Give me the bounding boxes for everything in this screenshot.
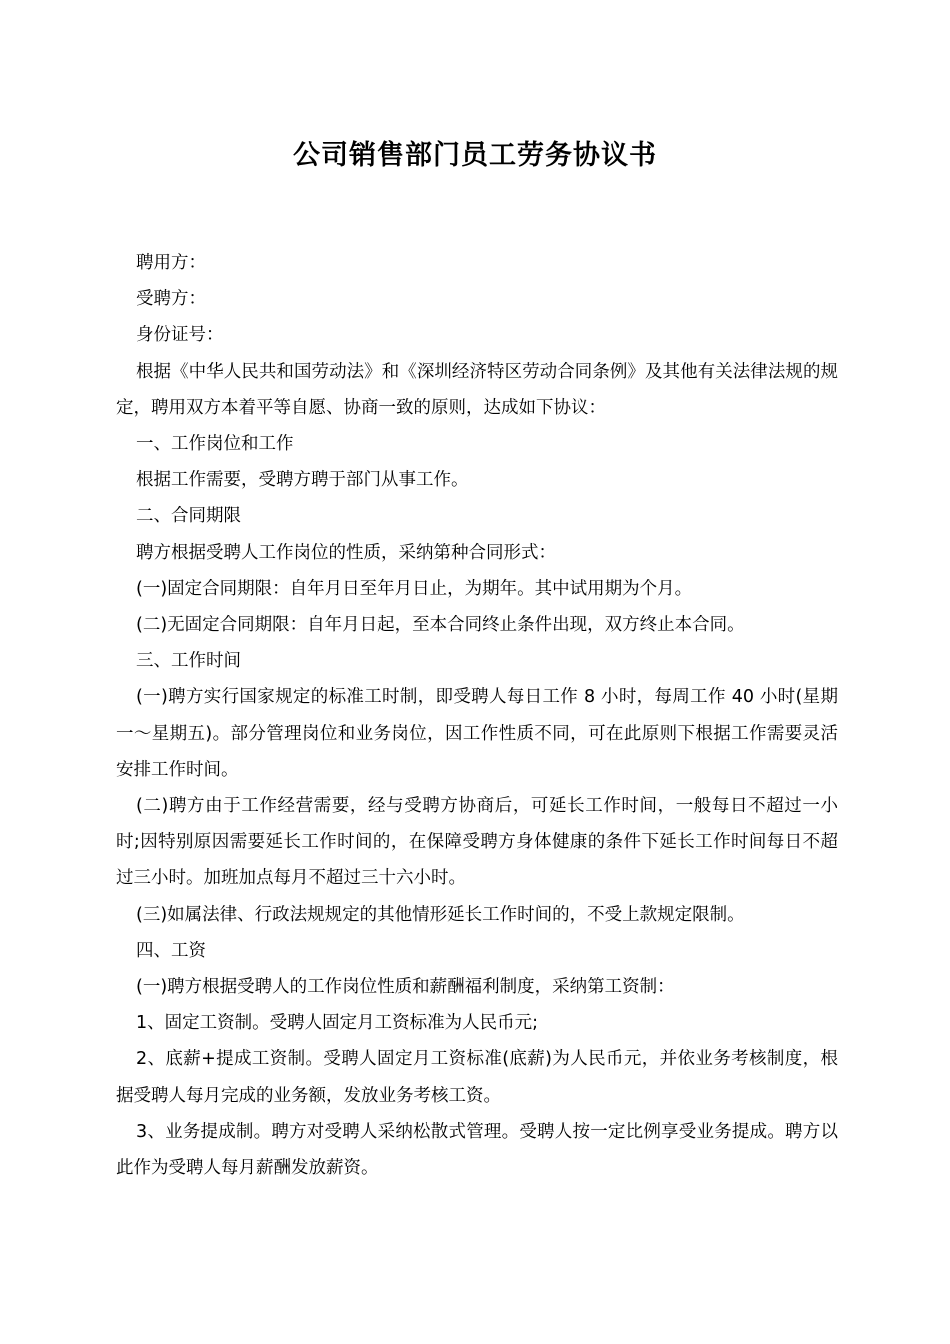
- section-heading-term: 二、合同期限: [136, 506, 241, 527]
- section-heading-hours: 三、工作时间: [136, 651, 241, 672]
- employee-field: 受聘方：: [136, 289, 206, 310]
- hours-exception-paragraph: (三)如属法律、行政法规规定的其他情形延长工作时间的，不受上款规定限制。: [136, 904, 745, 925]
- preamble-paragraph: 根据《中华人民共和国劳动法》和《深圳经济特区劳动合同条例》及其他有关法律法规的规定，聘用双方本着平等自愿、协商一致的原则，达成如下协议：: [116, 361, 838, 418]
- wages-intro-paragraph: (一)聘方根据受聘人的工作岗位性质和薪酬福利制度，采纳第工资制：: [136, 977, 675, 998]
- term-fixed-paragraph: (一)固定合同期限：自年月日至年月日止，为期年。其中试用期为个月。: [136, 578, 693, 599]
- hours-standard-paragraph: (一)聘方实行国家规定的标准工时制，即受聘人每日工作 8 小时，每周工作 40 小时(星期一～星期五)。部分管理岗位和业务岗位，因工作性质不同，可在此原则下根据工作需要灵活安排工作时间。: [116, 687, 838, 780]
- section-heading-position: 一、工作岗位和工作: [136, 434, 294, 455]
- document-title: 公司销售部门员工劳务协议书: [293, 140, 657, 171]
- section-heading-wages: 四、工资: [136, 940, 206, 961]
- wages-commission-paragraph: 3、业务提成制。聘方对受聘人采纳松散式管理。受聘人按一定比例享受业务提成。聘方以此作为受聘人每月薪酬发放薪资。: [116, 1121, 838, 1179]
- employer-field: 聘用方：: [136, 253, 206, 273]
- wages-base-commission-paragraph: 2、底薪+提成工资制。受聘人固定月工资标准(底薪)为人民币元，并依业务考核制度，根据受聘人每月完成的业务额，发放业务考核工资。: [116, 1049, 838, 1106]
- hours-overtime-paragraph: (二)聘方由于工作经营需要，经与受聘方协商后，可延长工作时间，一般每日不超过一小时;因特别原因需要延长工作时间的，在保障受聘方身体健康的条件下延长工作时间每日不超过三小时。加班加点每月不超过三十六小时。: [116, 796, 838, 889]
- term-paragraph: 聘方根据受聘人工作岗位的性质，采纳第种合同形式：: [136, 542, 556, 563]
- wages-fixed-paragraph: 1、固定工资制。受聘人固定月工资标准为人民币元;: [136, 1013, 539, 1034]
- position-paragraph: 根据工作需要，受聘方聘于部门从事工作。: [136, 470, 469, 491]
- id-number-field: 身份证号：: [136, 325, 224, 346]
- term-open-paragraph: (二)无固定合同期限：自年月日起，至本合同终止条件出现，双方终止本合同。: [136, 615, 745, 636]
- document-body: [116, 245, 838, 1186]
